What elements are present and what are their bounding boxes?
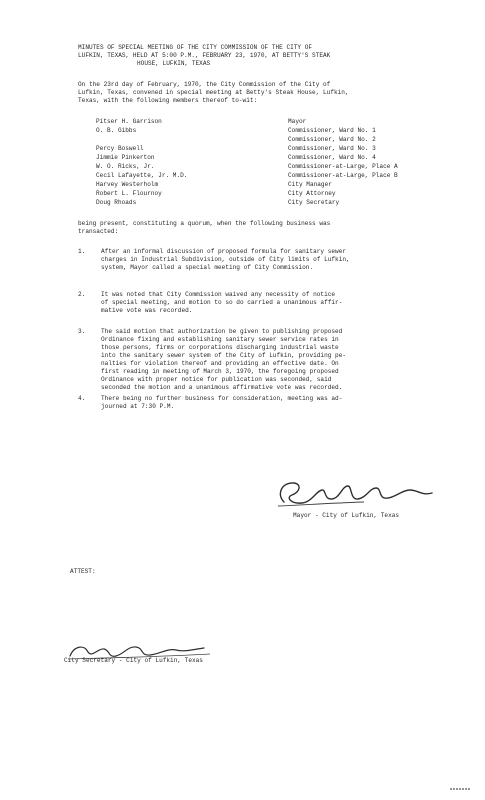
member-name: Robert L. Flournoy [96, 190, 162, 197]
item-line: those persons, firms or corporations discharging industrial waste [101, 344, 339, 351]
member-title: Commissioner, Ward No. 2 [288, 136, 376, 143]
header-line-3: HOUSE, LUFKIN, TEXAS [137, 60, 211, 67]
mayor-signature [272, 476, 442, 512]
item-line: of special meeting, and motion to so do carried a unanimous affir- [101, 299, 343, 306]
member-title: City Secretary [288, 199, 340, 206]
member-name: Harvey Westerholm [96, 181, 159, 188]
secretary-caption: City Secretary - City of Lufkin, Texas [64, 657, 203, 664]
member-title: Commissioner, Ward No. 1 [288, 127, 376, 134]
item-line: nalties for violation thereof and providing an effective date. On [101, 360, 339, 367]
item-line: seconded the motion and a unanimous affirmative vote was recorded. [101, 384, 343, 391]
attest-label: ATTEST: [70, 568, 96, 575]
member-name: O. B. Gibbs [96, 127, 137, 134]
quorum-line-1: being present, constituting a quorum, when the following business was [78, 220, 331, 227]
item-line: first reading in meeting of March 3, 1970, the foregoing proposed [101, 368, 339, 375]
member-title: City Attorney [288, 190, 336, 197]
member-name: Cecil Lafayette, Jr. M.D. [96, 172, 188, 179]
intro-line-1: On the 23rd day of February, 1970, the City Commission of the City of [78, 81, 331, 88]
member-title: City Manager [288, 181, 332, 188]
member-title: Commissioner-at-Large, Place A [288, 163, 398, 170]
item-line: It was noted that City Commission waived any necessity of notice [101, 291, 336, 298]
item-line: journed at 7:30 P.M. [101, 403, 175, 410]
item-line: There being no further business for consideration, meeting was ad- [101, 395, 343, 402]
quorum-line-2: transacted: [78, 228, 119, 235]
item-line: system, Mayor called a special meeting of City Commission. [101, 264, 314, 271]
member-name: W. O. Ricks, Jr. [96, 163, 155, 170]
item-line: into the sanitary sewer system of the City of Lufkin, providing pe- [101, 352, 347, 359]
intro-line-2: Lufkin, Texas, convened in special meeting at Betty's Steak House, Lufkin, [78, 89, 349, 96]
member-title: Commissioner, Ward No. 4 [288, 154, 376, 161]
intro-line-3: Texas, with the following members thereof to-wit: [78, 97, 258, 104]
member-name: Doug Rhoads [96, 199, 137, 206]
item-line: charges in Industrial Subdivision, outside of City limits of Lufkin, [101, 256, 350, 263]
item-number: 1. [78, 248, 86, 255]
member-title: Commissioner, Ward No. 3 [288, 145, 376, 152]
item-number: 2. [78, 291, 86, 298]
item-number: 3. [78, 328, 86, 335]
member-name: Percy Boswell [96, 145, 144, 152]
header-line-1: MINUTES OF SPECIAL MEETING OF THE CITY COMMISSION OF THE CITY OF [78, 44, 313, 51]
member-name: Jimmie Pinkerton [96, 154, 155, 161]
mayor-caption: Mayor - City of Lufkin, Texas [293, 512, 400, 519]
item-line: mative vote was recorded. [101, 307, 193, 314]
header-line-2: LUFKIN, TEXAS, HELD AT 5:00 P.M., FEBRUARY 23, 1970, AT BETTY'S STEAK [78, 52, 331, 59]
member-title: Commissioner-at-Large, Place B [288, 172, 398, 179]
item-line: Ordinance fixing and establishing sanitary sewer service rates in [101, 336, 339, 343]
item-line: Ordinance with proper notice for publication was seconded, said [101, 376, 332, 383]
item-number: 4. [78, 395, 86, 402]
item-line: The said motion that authorization be given to publishing proposed [101, 328, 343, 335]
member-title: Mayor [288, 118, 307, 125]
page-mark [449, 786, 471, 792]
item-line: After an informal discussion of proposed formula for sanitary sewer [101, 248, 347, 255]
member-name: Pitser H. Garrison [96, 118, 162, 125]
